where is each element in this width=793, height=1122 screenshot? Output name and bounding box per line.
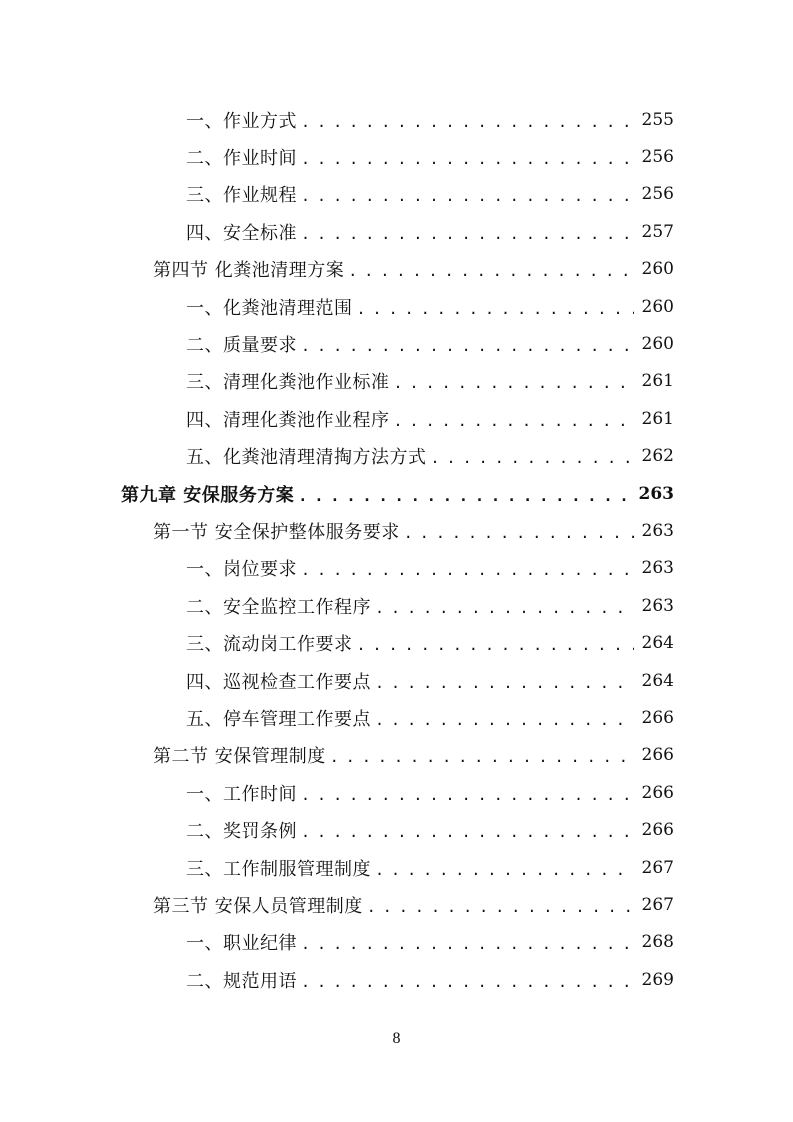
toc-entry-page-number: 266 bbox=[641, 820, 674, 841]
toc-dot-leader bbox=[301, 935, 634, 953]
toc-entry-page-number: 263 bbox=[641, 520, 674, 541]
toc-entry-page-number: 262 bbox=[641, 446, 674, 467]
toc-entry-chapter[interactable] bbox=[0, 475, 793, 512]
toc-dot-leader bbox=[301, 561, 634, 579]
toc-dot-leader bbox=[367, 898, 634, 916]
toc-entry-label: 三、工作制服管理制度 bbox=[186, 858, 371, 880]
toc-entry-subsection[interactable] bbox=[0, 662, 793, 699]
page-number: 8 bbox=[392, 1030, 401, 1047]
toc-dot-leader bbox=[301, 337, 634, 355]
toc-entry-page-number: 257 bbox=[641, 221, 674, 242]
toc-entry-page-number: 260 bbox=[641, 296, 674, 317]
toc-entry-page-number: 264 bbox=[641, 633, 674, 654]
toc-entry-subsection[interactable] bbox=[0, 699, 793, 736]
toc-entry-label: 第九章 安保服务方案 bbox=[121, 484, 295, 506]
toc-entry-label: 二、质量要求 bbox=[186, 335, 297, 357]
toc-dot-leader bbox=[375, 674, 634, 692]
toc-entry-subsection[interactable] bbox=[0, 288, 793, 325]
toc-entry-label: 二、安全监控工作程序 bbox=[186, 596, 371, 618]
toc-dot-leader bbox=[357, 300, 634, 318]
toc-entry-page-number: 255 bbox=[641, 109, 674, 130]
toc-entry-page-number: 263 bbox=[641, 595, 674, 616]
toc-entry-page-number: 266 bbox=[641, 707, 674, 728]
toc-entry-page-number: 261 bbox=[641, 408, 674, 429]
toc-entry-label: 第三节 安保人员管理制度 bbox=[153, 895, 363, 917]
toc-entry-section[interactable] bbox=[0, 251, 793, 288]
toc-entry-subsection[interactable] bbox=[0, 138, 793, 175]
toc-entry-label: 三、清理化粪池作业标准 bbox=[186, 372, 390, 394]
toc-entry-subsection[interactable] bbox=[0, 961, 793, 998]
toc-dot-leader bbox=[375, 861, 634, 879]
toc-dot-leader bbox=[357, 636, 634, 654]
toc-entry-page-number: 256 bbox=[641, 147, 674, 168]
toc-entry-page-number: 267 bbox=[641, 857, 674, 878]
toc-dot-leader bbox=[375, 711, 634, 729]
toc-dot-leader bbox=[301, 113, 634, 131]
toc-entry-label: 第四节 化粪池清理方案 bbox=[153, 260, 345, 282]
toc-entry-subsection[interactable] bbox=[0, 774, 793, 811]
toc-dot-leader bbox=[301, 823, 634, 841]
toc-dot-leader bbox=[375, 599, 634, 617]
toc-entry-label: 四、清理化粪池作业程序 bbox=[186, 409, 390, 431]
toc-entry-subsection[interactable] bbox=[0, 849, 793, 886]
table-of-contents bbox=[0, 101, 793, 998]
toc-entry-subsection[interactable] bbox=[0, 176, 793, 213]
toc-entry-label: 四、安全标准 bbox=[186, 222, 297, 244]
toc-entry-section[interactable] bbox=[0, 737, 793, 774]
toc-entry-page-number: 256 bbox=[641, 184, 674, 205]
toc-dot-leader bbox=[301, 973, 634, 991]
toc-dot-leader bbox=[301, 786, 634, 804]
toc-entry-page-number: 266 bbox=[641, 782, 674, 803]
toc-entry-label: 一、工作时间 bbox=[186, 783, 297, 805]
toc-entry-page-number: 264 bbox=[641, 670, 674, 691]
toc-entry-page-number: 263 bbox=[638, 483, 674, 504]
toc-entry-label: 第一节 安全保护整体服务要求 bbox=[153, 521, 400, 543]
toc-entry-subsection[interactable] bbox=[0, 811, 793, 848]
toc-entry-label: 二、作业时间 bbox=[186, 148, 297, 170]
toc-entry-label: 二、规范用语 bbox=[186, 970, 297, 992]
toc-entry-label: 一、职业纪律 bbox=[186, 933, 297, 955]
toc-entry-subsection[interactable] bbox=[0, 550, 793, 587]
toc-entry-page-number: 268 bbox=[641, 932, 674, 953]
toc-dot-leader bbox=[394, 374, 634, 392]
toc-entry-subsection[interactable] bbox=[0, 400, 793, 437]
toc-entry-subsection[interactable] bbox=[0, 587, 793, 624]
toc-entry-label: 四、巡视检查工作要点 bbox=[186, 671, 371, 693]
toc-entry-section[interactable] bbox=[0, 886, 793, 923]
toc-entry-label: 二、奖罚条例 bbox=[186, 821, 297, 843]
toc-dot-leader bbox=[301, 225, 634, 243]
toc-entry-subsection[interactable] bbox=[0, 325, 793, 362]
toc-dot-leader bbox=[348, 262, 633, 280]
toc-entry-label: 第二节 安保管理制度 bbox=[153, 746, 326, 768]
toc-entry-label: 三、作业规程 bbox=[186, 185, 297, 207]
toc-entry-label: 五、停车管理工作要点 bbox=[186, 708, 371, 730]
toc-entry-page-number: 261 bbox=[641, 371, 674, 392]
toc-dot-leader bbox=[431, 449, 634, 467]
toc-entry-page-number: 263 bbox=[641, 558, 674, 579]
toc-entry-page-number: 260 bbox=[641, 334, 674, 355]
toc-entry-subsection[interactable] bbox=[0, 438, 793, 475]
toc-dot-leader bbox=[394, 412, 634, 430]
toc-entry-label: 三、流动岗工作要求 bbox=[186, 634, 353, 656]
toc-entry-page-number: 266 bbox=[641, 745, 674, 766]
toc-entry-page-number: 267 bbox=[641, 894, 674, 915]
toc-dot-leader bbox=[404, 524, 634, 542]
toc-entry-section[interactable] bbox=[0, 512, 793, 549]
toc-entry-subsection[interactable] bbox=[0, 624, 793, 661]
toc-entry-label: 一、作业方式 bbox=[186, 110, 297, 132]
toc-entry-page-number: 269 bbox=[641, 969, 674, 990]
toc-dot-leader bbox=[301, 150, 634, 168]
toc-entry-subsection[interactable] bbox=[0, 363, 793, 400]
toc-entry-page-number: 260 bbox=[641, 259, 674, 280]
toc-entry-subsection[interactable] bbox=[0, 213, 793, 250]
toc-entry-subsection[interactable] bbox=[0, 924, 793, 961]
toc-entry-label: 一、岗位要求 bbox=[186, 559, 297, 581]
toc-dot-leader bbox=[330, 748, 634, 766]
toc-entry-label: 五、化粪池清理清掏方法方式 bbox=[186, 447, 427, 469]
toc-dot-leader bbox=[301, 187, 634, 205]
toc-entry-label: 一、化粪池清理范围 bbox=[186, 297, 353, 319]
toc-dot-leader bbox=[298, 487, 630, 505]
toc-entry-subsection[interactable] bbox=[0, 101, 793, 138]
